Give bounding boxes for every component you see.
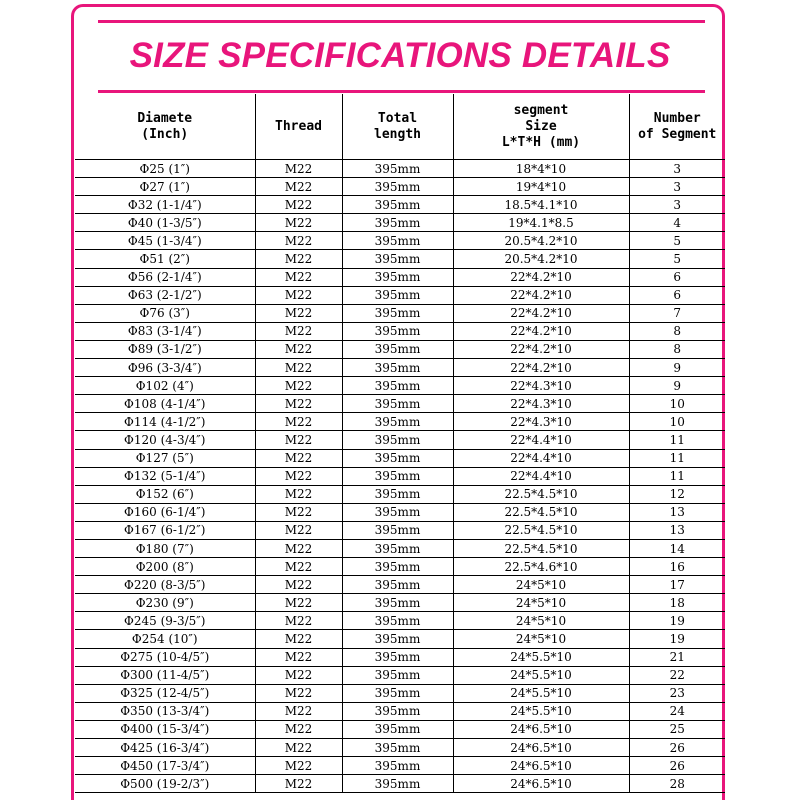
length-cell: 395mm bbox=[342, 377, 453, 395]
length-cell: 395mm bbox=[342, 359, 453, 377]
segment-count-cell: 12 bbox=[629, 485, 725, 503]
segment-count-cell: 24 bbox=[629, 702, 725, 720]
length-cell: 395mm bbox=[342, 612, 453, 630]
length-cell: 395mm bbox=[342, 757, 453, 775]
segment-size-cell: 19*4.1*8.5 bbox=[453, 214, 629, 232]
table-row bbox=[75, 359, 725, 377]
diameter-cell: Φ245 (9-3/5″) bbox=[75, 612, 255, 630]
length-cell: 395mm bbox=[342, 340, 453, 358]
diameter-cell: Φ450 (17-3/4″) bbox=[75, 757, 255, 775]
thread-cell: M22 bbox=[255, 250, 342, 268]
segment-count-cell: 25 bbox=[629, 720, 725, 738]
diameter-cell: Φ32 (1-1/4″) bbox=[75, 196, 255, 214]
segment-size-cell: 22.5*4.6*10 bbox=[453, 558, 629, 576]
segment-size-cell: 20.5*4.2*10 bbox=[453, 250, 629, 268]
segment-count-cell: 18 bbox=[629, 594, 725, 612]
diameter-cell: Φ160 (6-1/4″) bbox=[75, 503, 255, 521]
segment-size-cell: 24*6.5*10 bbox=[453, 775, 629, 793]
title-rule-top bbox=[98, 20, 705, 23]
header-thread bbox=[255, 94, 342, 160]
segment-count-cell: 11 bbox=[629, 431, 725, 449]
table-row bbox=[75, 485, 725, 503]
table-row bbox=[75, 196, 725, 214]
segment-count-cell: 26 bbox=[629, 739, 725, 757]
table-row bbox=[75, 666, 725, 684]
segment-count-cell: 10 bbox=[629, 413, 725, 431]
thread-cell: M22 bbox=[255, 268, 342, 286]
segment-count-cell: 9 bbox=[629, 377, 725, 395]
segment-count-cell: 14 bbox=[629, 539, 725, 557]
table-body bbox=[75, 160, 725, 793]
thread-cell: M22 bbox=[255, 359, 342, 377]
length-cell: 395mm bbox=[342, 196, 453, 214]
header-segment-size-line: L*T*H (mm) bbox=[501, 134, 581, 150]
diameter-cell: Φ40 (1-3/5″) bbox=[75, 214, 255, 232]
table-row bbox=[75, 232, 725, 250]
thread-cell: M22 bbox=[255, 232, 342, 250]
table-row bbox=[75, 702, 725, 720]
table-row bbox=[75, 340, 725, 358]
diameter-cell: Φ300 (11-4/5″) bbox=[75, 666, 255, 684]
thread-cell: M22 bbox=[255, 757, 342, 775]
thread-cell: M22 bbox=[255, 720, 342, 738]
length-cell: 395mm bbox=[342, 558, 453, 576]
segment-size-cell: 22*4.2*10 bbox=[453, 340, 629, 358]
segment-count-cell: 13 bbox=[629, 521, 725, 539]
thread-cell: M22 bbox=[255, 395, 342, 413]
segment-size-cell: 22.5*4.5*10 bbox=[453, 503, 629, 521]
segment-size-cell: 24*5.5*10 bbox=[453, 648, 629, 666]
segment-size-cell: 22*4.4*10 bbox=[453, 431, 629, 449]
segment-size-cell: 24*5*10 bbox=[453, 612, 629, 630]
diameter-cell: Φ400 (15-3/4″) bbox=[75, 720, 255, 738]
header-segment-size bbox=[453, 94, 629, 160]
segment-size-cell: 22*4.4*10 bbox=[453, 467, 629, 485]
length-cell: 395mm bbox=[342, 521, 453, 539]
thread-cell: M22 bbox=[255, 594, 342, 612]
table-row bbox=[75, 521, 725, 539]
segment-size-cell: 22*4.2*10 bbox=[453, 359, 629, 377]
header-segment-size-line: segment bbox=[513, 102, 569, 118]
segment-size-cell: 22.5*4.5*10 bbox=[453, 485, 629, 503]
thread-cell: M22 bbox=[255, 449, 342, 467]
length-cell: 395mm bbox=[342, 485, 453, 503]
segment-size-cell: 19*4*10 bbox=[453, 178, 629, 196]
segment-size-cell: 24*6.5*10 bbox=[453, 757, 629, 775]
thread-cell: M22 bbox=[255, 431, 342, 449]
header-segment-count-line: of Segment bbox=[638, 126, 717, 142]
segment-size-cell: 18.5*4.1*10 bbox=[453, 196, 629, 214]
thread-cell: M22 bbox=[255, 503, 342, 521]
segment-size-cell: 22*4.2*10 bbox=[453, 304, 629, 322]
length-cell: 395mm bbox=[342, 413, 453, 431]
length-cell: 395mm bbox=[342, 250, 453, 268]
segment-count-cell: 3 bbox=[629, 160, 725, 178]
length-cell: 395mm bbox=[342, 449, 453, 467]
diameter-cell: Φ127 (5″) bbox=[75, 449, 255, 467]
length-cell: 395mm bbox=[342, 286, 453, 304]
segment-size-cell: 22*4.2*10 bbox=[453, 268, 629, 286]
table-row bbox=[75, 449, 725, 467]
length-cell: 395mm bbox=[342, 232, 453, 250]
segment-size-cell: 20.5*4.2*10 bbox=[453, 232, 629, 250]
thread-cell: M22 bbox=[255, 304, 342, 322]
diameter-cell: Φ63 (2-1/2″) bbox=[75, 286, 255, 304]
thread-cell: M22 bbox=[255, 539, 342, 557]
diameter-cell: Φ254 (10″) bbox=[75, 630, 255, 648]
table-row bbox=[75, 395, 725, 413]
segment-count-cell: 23 bbox=[629, 684, 725, 702]
table-row bbox=[75, 431, 725, 449]
table-row bbox=[75, 594, 725, 612]
segment-count-cell: 16 bbox=[629, 558, 725, 576]
diameter-cell: Φ25 (1″) bbox=[75, 160, 255, 178]
title-rule-bottom bbox=[98, 90, 705, 93]
length-cell: 395mm bbox=[342, 684, 453, 702]
thread-cell: M22 bbox=[255, 739, 342, 757]
diameter-cell: Φ180 (7″) bbox=[75, 539, 255, 557]
segment-count-cell: 11 bbox=[629, 467, 725, 485]
thread-cell: M22 bbox=[255, 178, 342, 196]
segment-size-cell: 18*4*10 bbox=[453, 160, 629, 178]
segment-count-cell: 19 bbox=[629, 630, 725, 648]
diameter-cell: Φ27 (1″) bbox=[75, 178, 255, 196]
segment-size-cell: 22*4.3*10 bbox=[453, 413, 629, 431]
table-row bbox=[75, 304, 725, 322]
length-cell: 395mm bbox=[342, 322, 453, 340]
length-cell: 395mm bbox=[342, 467, 453, 485]
table-row bbox=[75, 268, 725, 286]
segment-size-cell: 24*6.5*10 bbox=[453, 739, 629, 757]
diameter-cell: Φ51 (2″) bbox=[75, 250, 255, 268]
diameter-cell: Φ230 (9″) bbox=[75, 594, 255, 612]
segment-size-cell: 22.5*4.5*10 bbox=[453, 521, 629, 539]
header-segment-size-line: Size bbox=[525, 118, 557, 134]
table-row bbox=[75, 739, 725, 757]
diameter-cell: Φ200 (8″) bbox=[75, 558, 255, 576]
table-row bbox=[75, 377, 725, 395]
thread-cell: M22 bbox=[255, 612, 342, 630]
segment-count-cell: 21 bbox=[629, 648, 725, 666]
table-row bbox=[75, 178, 725, 196]
diameter-cell: Φ89 (3-1/2″) bbox=[75, 340, 255, 358]
diameter-cell: Φ102 (4″) bbox=[75, 377, 255, 395]
segment-size-cell: 24*5.5*10 bbox=[453, 666, 629, 684]
segment-count-cell: 3 bbox=[629, 178, 725, 196]
thread-cell: M22 bbox=[255, 286, 342, 304]
segment-size-cell: 24*5*10 bbox=[453, 576, 629, 594]
header-diameter bbox=[75, 94, 255, 160]
length-cell: 395mm bbox=[342, 775, 453, 793]
header-total-length-line: Total bbox=[377, 110, 418, 126]
segment-size-cell: 22*4.2*10 bbox=[453, 322, 629, 340]
header-diameter-line: (Inch) bbox=[141, 126, 189, 142]
header-total-length-line: length bbox=[374, 126, 421, 142]
segment-size-cell: 22*4.3*10 bbox=[453, 377, 629, 395]
table-row bbox=[75, 648, 725, 666]
header-segment-count-line: Number bbox=[653, 110, 701, 126]
segment-size-cell: 24*5.5*10 bbox=[453, 702, 629, 720]
table-row bbox=[75, 757, 725, 775]
segment-size-cell: 22*4.3*10 bbox=[453, 395, 629, 413]
header-total-length bbox=[342, 94, 453, 160]
length-cell: 395mm bbox=[342, 630, 453, 648]
thread-cell: M22 bbox=[255, 413, 342, 431]
diameter-cell: Φ350 (13-3/4″) bbox=[75, 702, 255, 720]
segment-count-cell: 8 bbox=[629, 340, 725, 358]
thread-cell: M22 bbox=[255, 648, 342, 666]
length-cell: 395mm bbox=[342, 395, 453, 413]
length-cell: 395mm bbox=[342, 503, 453, 521]
length-cell: 395mm bbox=[342, 648, 453, 666]
diameter-cell: Φ96 (3-3/4″) bbox=[75, 359, 255, 377]
length-cell: 395mm bbox=[342, 160, 453, 178]
table-row bbox=[75, 250, 725, 268]
length-cell: 395mm bbox=[342, 304, 453, 322]
table-row bbox=[75, 612, 725, 630]
header-thread-line: Thread bbox=[275, 118, 322, 134]
thread-cell: M22 bbox=[255, 521, 342, 539]
thread-cell: M22 bbox=[255, 340, 342, 358]
segment-count-cell: 6 bbox=[629, 286, 725, 304]
segment-size-cell: 22*4.2*10 bbox=[453, 286, 629, 304]
table-row bbox=[75, 684, 725, 702]
segment-count-cell: 17 bbox=[629, 576, 725, 594]
length-cell: 395mm bbox=[342, 539, 453, 557]
thread-cell: M22 bbox=[255, 666, 342, 684]
table-header bbox=[75, 94, 725, 160]
table-row bbox=[75, 214, 725, 232]
table-row bbox=[75, 539, 725, 557]
length-cell: 395mm bbox=[342, 178, 453, 196]
table-row bbox=[75, 720, 725, 738]
diameter-cell: Φ83 (3-1/4″) bbox=[75, 322, 255, 340]
segment-count-cell: 13 bbox=[629, 503, 725, 521]
diameter-cell: Φ275 (10-4/5″) bbox=[75, 648, 255, 666]
segment-count-cell: 10 bbox=[629, 395, 725, 413]
diameter-cell: Φ325 (12-4/5″) bbox=[75, 684, 255, 702]
segment-size-cell: 24*5*10 bbox=[453, 594, 629, 612]
diameter-cell: Φ45 (1-3/4″) bbox=[75, 232, 255, 250]
header-segment-count bbox=[629, 94, 725, 160]
diameter-cell: Φ132 (5-1/4″) bbox=[75, 467, 255, 485]
thread-cell: M22 bbox=[255, 485, 342, 503]
page-title: SIZE SPECIFICATIONS DETAILS bbox=[129, 36, 671, 75]
thread-cell: M22 bbox=[255, 377, 342, 395]
segment-count-cell: 7 bbox=[629, 304, 725, 322]
table-row bbox=[75, 413, 725, 431]
segment-size-cell: 24*5*10 bbox=[453, 630, 629, 648]
table-row bbox=[75, 467, 725, 485]
thread-cell: M22 bbox=[255, 467, 342, 485]
segment-size-cell: 24*6.5*10 bbox=[453, 720, 629, 738]
segment-count-cell: 11 bbox=[629, 449, 725, 467]
thread-cell: M22 bbox=[255, 160, 342, 178]
segment-count-cell: 28 bbox=[629, 775, 725, 793]
diameter-cell: Φ425 (16-3/4″) bbox=[75, 739, 255, 757]
thread-cell: M22 bbox=[255, 322, 342, 340]
table-row bbox=[75, 630, 725, 648]
diameter-cell: Φ114 (4-1/2″) bbox=[75, 413, 255, 431]
length-cell: 395mm bbox=[342, 431, 453, 449]
length-cell: 395mm bbox=[342, 720, 453, 738]
thread-cell: M22 bbox=[255, 576, 342, 594]
segment-count-cell: 8 bbox=[629, 322, 725, 340]
segment-count-cell: 19 bbox=[629, 612, 725, 630]
diameter-cell: Φ108 (4-1/4″) bbox=[75, 395, 255, 413]
table-row bbox=[75, 286, 725, 304]
diameter-cell: Φ120 (4-3/4″) bbox=[75, 431, 255, 449]
segment-count-cell: 5 bbox=[629, 250, 725, 268]
diameter-cell: Φ220 (8-3/5″) bbox=[75, 576, 255, 594]
diameter-cell: Φ152 (6″) bbox=[75, 485, 255, 503]
header-diameter-line: Diamete bbox=[137, 110, 193, 126]
thread-cell: M22 bbox=[255, 558, 342, 576]
thread-cell: M22 bbox=[255, 630, 342, 648]
header-row bbox=[75, 94, 725, 160]
length-cell: 395mm bbox=[342, 594, 453, 612]
segment-size-cell: 22*4.4*10 bbox=[453, 449, 629, 467]
length-cell: 395mm bbox=[342, 576, 453, 594]
length-cell: 395mm bbox=[342, 739, 453, 757]
segment-size-cell: 24*5.5*10 bbox=[453, 684, 629, 702]
diameter-cell: Φ167 (6-1/2″) bbox=[75, 521, 255, 539]
length-cell: 395mm bbox=[342, 268, 453, 286]
length-cell: 395mm bbox=[342, 214, 453, 232]
table-row bbox=[75, 576, 725, 594]
segment-count-cell: 4 bbox=[629, 214, 725, 232]
segment-count-cell: 3 bbox=[629, 196, 725, 214]
size-spec-table bbox=[75, 94, 725, 793]
segment-count-cell: 6 bbox=[629, 268, 725, 286]
table-row bbox=[75, 160, 725, 178]
table-row bbox=[75, 558, 725, 576]
thread-cell: M22 bbox=[255, 214, 342, 232]
length-cell: 395mm bbox=[342, 702, 453, 720]
table-row bbox=[75, 775, 725, 793]
thread-cell: M22 bbox=[255, 196, 342, 214]
segment-size-cell: 22.5*4.5*10 bbox=[453, 539, 629, 557]
table-row bbox=[75, 503, 725, 521]
segment-count-cell: 9 bbox=[629, 359, 725, 377]
segment-count-cell: 26 bbox=[629, 757, 725, 775]
diameter-cell: Φ500 (19-2/3″) bbox=[75, 775, 255, 793]
segment-count-cell: 22 bbox=[629, 666, 725, 684]
segment-count-cell: 5 bbox=[629, 232, 725, 250]
thread-cell: M22 bbox=[255, 775, 342, 793]
thread-cell: M22 bbox=[255, 702, 342, 720]
diameter-cell: Φ56 (2-1/4″) bbox=[75, 268, 255, 286]
thread-cell: M22 bbox=[255, 684, 342, 702]
table-row bbox=[75, 322, 725, 340]
length-cell: 395mm bbox=[342, 666, 453, 684]
diameter-cell: Φ76 (3″) bbox=[75, 304, 255, 322]
